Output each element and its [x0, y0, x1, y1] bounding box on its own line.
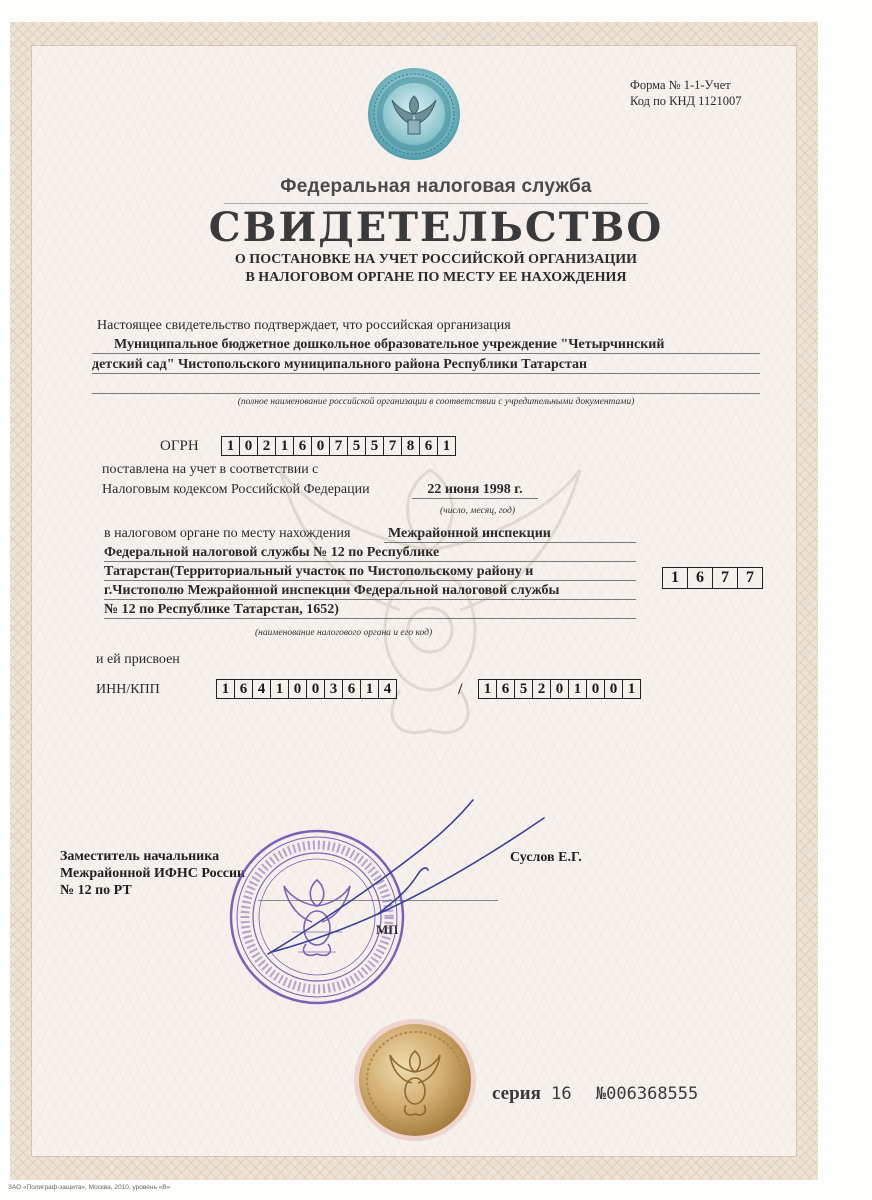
- kpp-digit: 6: [496, 680, 514, 698]
- gold-seal-icon: [352, 1017, 478, 1143]
- kpp-value: [478, 679, 641, 699]
- kpp-digit: 0: [586, 680, 604, 698]
- tax-office-line-2: Федеральной налоговой службы № 12 по Республике: [104, 545, 636, 562]
- inn-digit: 4: [378, 680, 396, 698]
- kpp-digit: 1: [483, 681, 492, 697]
- mp-label: МП: [376, 922, 399, 937]
- inn-value: [216, 679, 397, 699]
- knd-code: Код по КНД 1121007: [630, 94, 742, 108]
- signatory-line-1: Заместитель начальника: [60, 849, 220, 864]
- series-value: 16: [551, 1084, 572, 1104]
- ogrn-digit: 2: [257, 437, 275, 455]
- inn-kpp-label: ИНН/КПП: [96, 682, 160, 697]
- subtitle-line-2: В НАЛОГОВОМ ОРГАНЕ ПО МЕСТУ ЕЕ НАХОЖДЕНИЯ: [245, 270, 627, 285]
- ogrn-digit: 6: [293, 437, 311, 455]
- kpp-digit: 2: [532, 680, 550, 698]
- certificate-number: 006368555: [606, 1084, 699, 1104]
- kpp-digit: 1: [622, 680, 640, 698]
- kpp-digit: 1: [568, 680, 586, 698]
- inn-digit: 1: [221, 681, 230, 697]
- org-name-blank-line: [92, 377, 760, 394]
- document-subtitle: [0, 251, 872, 287]
- signatory-line-3: № 12 по РТ: [60, 883, 132, 898]
- tax-office-line-1: Межрайонной инспекции: [384, 526, 636, 543]
- ogrn-digit: 0: [239, 437, 257, 455]
- inn-digit: 0: [288, 680, 306, 698]
- assigned-label: и ей присвоен: [96, 652, 180, 667]
- ogrn-digit: 7: [329, 437, 347, 455]
- org-note: (полное наименование российской организации в соответствии с учредительными документами): [237, 397, 635, 407]
- kpp-digit: 5: [514, 680, 532, 698]
- tax-office-code-digit: 1: [671, 569, 679, 586]
- ogrn-digit: 7: [383, 437, 401, 455]
- form-code: [630, 77, 741, 109]
- tax-office-code-digit: 6: [687, 568, 712, 588]
- inn-digit: 4: [252, 680, 270, 698]
- ogrn-label: ОГРН: [160, 438, 199, 454]
- ogrn-digit: 0: [311, 437, 329, 455]
- registration-line-1: поставлена на учет в соответствии с: [102, 462, 319, 477]
- tax-office-line-4: г.Чистополю Межрайонной инспекции Федеральной налоговой службы: [104, 583, 636, 600]
- inn-digit: 6: [234, 680, 252, 698]
- ogrn-digit: 5: [347, 437, 365, 455]
- inn-digit: 0: [306, 680, 324, 698]
- ogrn-value: [221, 436, 456, 456]
- ogrn-digit: 1: [226, 438, 235, 454]
- ogrn-digit: 8: [401, 437, 419, 455]
- handwritten-signature: [258, 794, 548, 964]
- registration-date: 22 июня 1998 г.: [412, 482, 538, 499]
- tax-office-line-3: Татарстан(Территориальный участок по Чистопольскому району и: [104, 564, 636, 581]
- tax-office-prefix: в налоговом органе по месту нахождения: [104, 526, 351, 541]
- tax-office-line-5: № 12 по Республике Татарстан, 1652): [104, 602, 636, 619]
- ogrn-digit: 1: [275, 437, 293, 455]
- registration-date-note: (число, месяц, год): [440, 506, 516, 516]
- tax-office-code-digit: 7: [737, 568, 762, 588]
- series-number: [492, 1083, 698, 1105]
- form-number: Форма № 1-1-Учет: [630, 78, 731, 92]
- inn-digit: 1: [360, 680, 378, 698]
- kpp-digit: 0: [550, 680, 568, 698]
- signatory-title: [60, 848, 245, 899]
- document-title: СВИДЕТЕЛЬСТВО: [208, 204, 664, 251]
- signatory-line-2: Межрайонной ИФНС России: [60, 866, 246, 881]
- org-intro: Настоящее свидетельство подтверждает, что российская организация: [97, 318, 511, 333]
- ogrn-digit: 5: [365, 437, 383, 455]
- inn-digit: 6: [342, 680, 360, 698]
- series-label: серия: [492, 1083, 541, 1104]
- printer-imprint: ЗАО «Полиграф-защита», Москва, 2010, уровень «В»: [8, 1184, 171, 1191]
- subtitle-line-1: О ПОСТАНОВКЕ НА УЧЕТ РОССИЙСКОЙ ОРГАНИЗАЦИИ: [234, 252, 638, 267]
- kpp-digit: 0: [604, 680, 622, 698]
- org-name-line-1: Муниципальное бюджетное дошкольное образовательное учреждение "Четырчинский: [92, 337, 760, 354]
- ogrn-digit: 1: [437, 437, 455, 455]
- inn-kpp-separator: /: [458, 681, 463, 698]
- tax-office-code: [662, 567, 763, 589]
- emblem-icon: [366, 66, 462, 162]
- inn-digit: 3: [324, 680, 342, 698]
- org-name-line-2: детский сад" Чистопольского муниципального района Республики Татарстан: [92, 357, 760, 374]
- number-prefix: №: [595, 1084, 607, 1104]
- signatory-name: Суслов Е.Г.: [510, 850, 582, 865]
- agency-name: Федеральная налоговая служба: [280, 176, 592, 197]
- tax-office-note: (наименование налогового органа и его код): [255, 628, 433, 638]
- tax-office-code-digit: 7: [712, 568, 737, 588]
- ogrn-digit: 6: [419, 437, 437, 455]
- inn-digit: 1: [270, 680, 288, 698]
- registration-line-2: Налоговым кодексом Российской Федерации: [102, 482, 370, 497]
